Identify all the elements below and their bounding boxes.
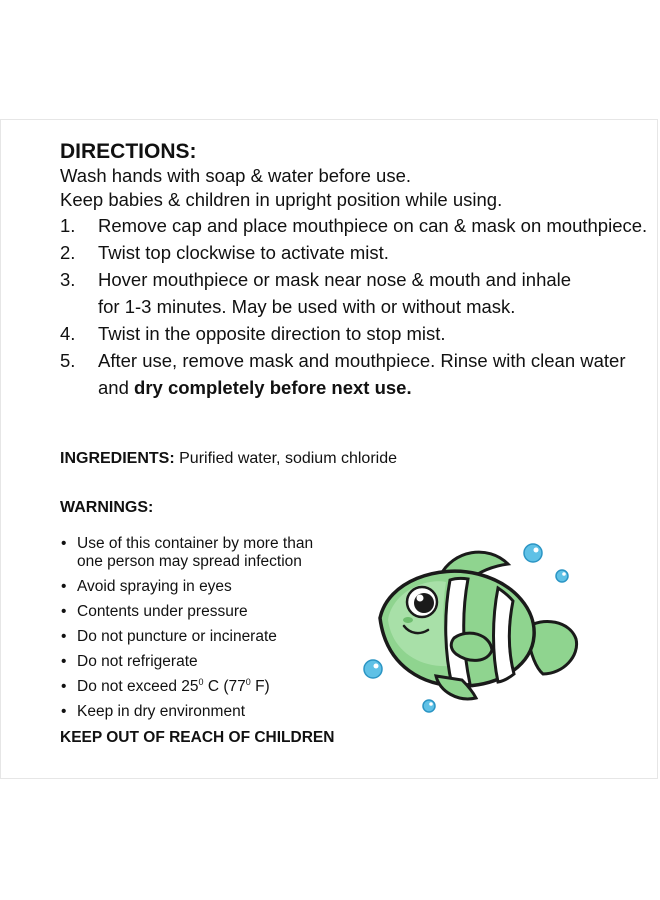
warning-item: [60, 535, 350, 571]
directions-steps: [60, 212, 650, 401]
step-text-continued: [98, 374, 650, 401]
warning-item: [60, 578, 350, 596]
warning-item: [60, 703, 350, 721]
warning-text: Do not refrigerate: [77, 653, 198, 670]
bubble-icon: [556, 570, 568, 582]
bubble-icon: [423, 700, 435, 712]
warning-item: [60, 603, 350, 621]
bullet-icon: •: [61, 703, 67, 720]
step-text-emphasis: dry completely before next use.: [134, 377, 412, 398]
bullet-icon: •: [61, 603, 67, 620]
directions-section: [60, 140, 650, 401]
directions-intro-1: Wash hands with soap & water before use.: [60, 165, 412, 186]
degree-superscript: 0: [198, 676, 204, 687]
warning-item: [60, 653, 350, 671]
ingredients-line: [60, 448, 397, 470]
warning-text: Avoid spraying in eyes: [77, 578, 232, 595]
bullet-icon: •: [61, 628, 67, 645]
step-4: [60, 320, 650, 347]
ingredients-text: Purified water, sodium chloride: [174, 450, 397, 467]
clownfish-illustration: [358, 536, 588, 721]
step-2: [60, 239, 650, 266]
keep-out-warning: KEEP OUT OF REACH OF CHILDREN: [60, 729, 335, 746]
warning-item: [60, 678, 350, 696]
step-text: Twist in the opposite direction to stop mist.: [98, 323, 446, 344]
warnings-heading: WARNINGS:: [60, 499, 154, 516]
step-number: 5.: [60, 350, 76, 371]
step-text: Twist top clockwise to activate mist.: [98, 242, 389, 263]
ingredients-label: INGREDIENTS:: [60, 450, 175, 467]
bullet-icon: •: [61, 578, 67, 595]
bubble-icon: [524, 544, 542, 562]
fish-icon: [380, 552, 577, 699]
warnings-list: [60, 535, 350, 728]
step-1: [60, 212, 650, 239]
bullet-icon: •: [61, 653, 67, 670]
step-number: 1.: [60, 215, 76, 236]
step-number: 2.: [60, 242, 76, 263]
warning-text-continued: one person may spread infection: [77, 553, 302, 570]
warning-text: Do not exceed 25: [77, 678, 199, 695]
step-3: [60, 266, 650, 320]
degree-superscript: 0: [245, 676, 251, 687]
step-5: [60, 347, 650, 401]
step-text: Remove cap and place mouthpiece on can & mask on mouthpiece.: [98, 215, 648, 236]
warning-item: [60, 628, 350, 646]
directions-heading: DIRECTIONS:: [60, 140, 197, 163]
bubble-icon: [364, 660, 382, 678]
warning-text: Do not puncture or incinerate: [77, 628, 277, 645]
warning-text-part: F): [250, 678, 270, 695]
warning-text: Keep in dry environment: [77, 703, 246, 720]
bullet-icon: •: [61, 535, 67, 552]
step-text: Hover mouthpiece or mask near nose & mouth and inhale: [98, 269, 572, 290]
bullet-icon: •: [61, 678, 67, 695]
warning-text: Contents under pressure: [77, 603, 248, 620]
step-text-continued: for 1-3 minutes. May be used with or without mask.: [98, 296, 516, 317]
step-text-prefix: and: [98, 377, 135, 398]
warning-text: Use of this container by more than: [77, 535, 314, 552]
step-text: After use, remove mask and mouthpiece. Rinse with clean water: [98, 350, 626, 371]
directions-intro-2: Keep babies & children in upright position while using.: [60, 189, 503, 210]
warning-text-part: C (77: [203, 678, 246, 695]
step-number: 4.: [60, 323, 76, 344]
step-number: 3.: [60, 269, 76, 290]
